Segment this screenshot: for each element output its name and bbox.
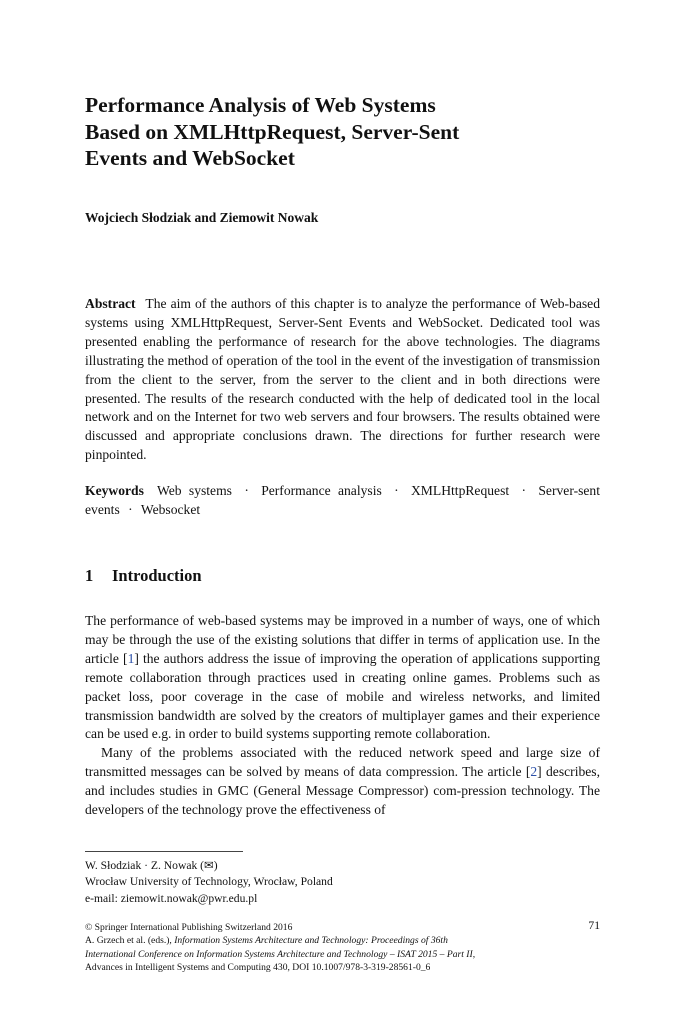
section-title: Introduction — [112, 566, 202, 585]
paper-title — [85, 92, 605, 172]
section-number: 1 — [85, 566, 94, 585]
paragraph-text: The performance of web-based systems may be improved in a number of ways, one of which may be through the use of the existing solutions that differ in terms of application use. In the article [ — [85, 613, 600, 666]
keyword: Websocket — [140, 501, 201, 517]
abstract-label: Abstract — [85, 296, 136, 311]
paragraph-text: ] describes, and includes studies in GMC (General Message Compressor) com-pression technology. The developers of the technology prove the effectiveness of — [85, 764, 600, 818]
keyword-separator: · — [244, 483, 249, 498]
citation-link[interactable]: 2 — [530, 764, 538, 780]
abstract-text: The aim of the authors of this chapter is to analyze the performance of Web-based systems using XMLHttpRequest, Server-Sent Events and WebSocket. Dedicated tool was presented enabling the performance of research for the above technologies. The diagrams illustrating the method of operation of the tool in the event of the investigation of transmission from the client to the server, from the server to the client and in both directions were presented. The results of the research conducted with the help of dedicated tool in the local network and on the Internet for two web servers and four browsers. The results obtained were discussed and appropriate conclusions drawn. The directions for further research were pinpointed. — [85, 296, 600, 463]
keyword-separator: · — [394, 483, 399, 498]
paragraph-text: ] the authors address the issue of improving the operation of applications supporting remote collaboration through practices used in creating online games. Problems such as packet loss, poor coverage in the case of mobile and wireless networks, and limited transmission bandwidth are solved by the creators of multiplayer games and their experience can be used e.g. in order to build systems supporting remote collaboration. — [85, 650, 600, 742]
section-heading — [85, 566, 202, 586]
introduction-body — [85, 612, 600, 820]
footnote-divider — [85, 851, 243, 852]
citation-text: A. Grzech et al. (eds.), — [85, 935, 175, 947]
citation-italic: International Conference on Information Systems Architecture and Technology – ISAT 2015 – Part II, — [85, 948, 476, 960]
keyword: Server-sent events — [85, 483, 601, 517]
paragraph-text: Many of the problems associated with the reduced network speed and large size of transmitted messages can be solved by means of data compression. The article [ — [85, 745, 600, 780]
title-line: Based on XMLHttpRequest, Server-Sent — [85, 119, 460, 144]
title-line: Events and WebSocket — [85, 146, 295, 170]
citation-italic: Information Systems Architecture and Technology: Proceedings of 36th — [174, 935, 448, 947]
authors: Wojciech Słodziak and Ziemowit Nowak — [85, 210, 319, 225]
keyword: XMLHttpRequest — [410, 483, 510, 498]
publication-info — [85, 921, 600, 974]
page-number: 71 — [588, 919, 600, 932]
affiliation-names: W. Słodziak · Z. Nowak (✉) — [85, 859, 218, 872]
keyword: Performance analysis — [261, 483, 382, 498]
citation-line — [85, 948, 600, 961]
keywords — [85, 482, 600, 520]
citation-link[interactable]: 1 — [127, 650, 135, 666]
affiliation-institution: Wrocław University of Technology, Wrocław, Poland — [85, 875, 333, 889]
keywords-label: Keywords — [85, 483, 144, 498]
author-affiliation — [85, 858, 600, 907]
paragraph — [85, 612, 600, 744]
affiliation-email: e-mail: ziemowit.nowak@pwr.edu.pl — [85, 891, 258, 905]
doi-line: Advances in Intelligent Systems and Computing 430, DOI 10.1007/978-3-319-28561-0_6 — [85, 961, 431, 973]
keyword: Web systems — [157, 483, 232, 498]
title-line: Performance Analysis of Web Systems — [85, 93, 436, 117]
keyword-separator: · — [128, 501, 133, 517]
paragraph — [85, 744, 600, 820]
citation-line — [85, 934, 600, 947]
keyword-separator: · — [521, 483, 527, 498]
copyright-line: © Springer International Publishing Switzerland 2016 — [85, 922, 293, 933]
abstract — [85, 295, 600, 465]
